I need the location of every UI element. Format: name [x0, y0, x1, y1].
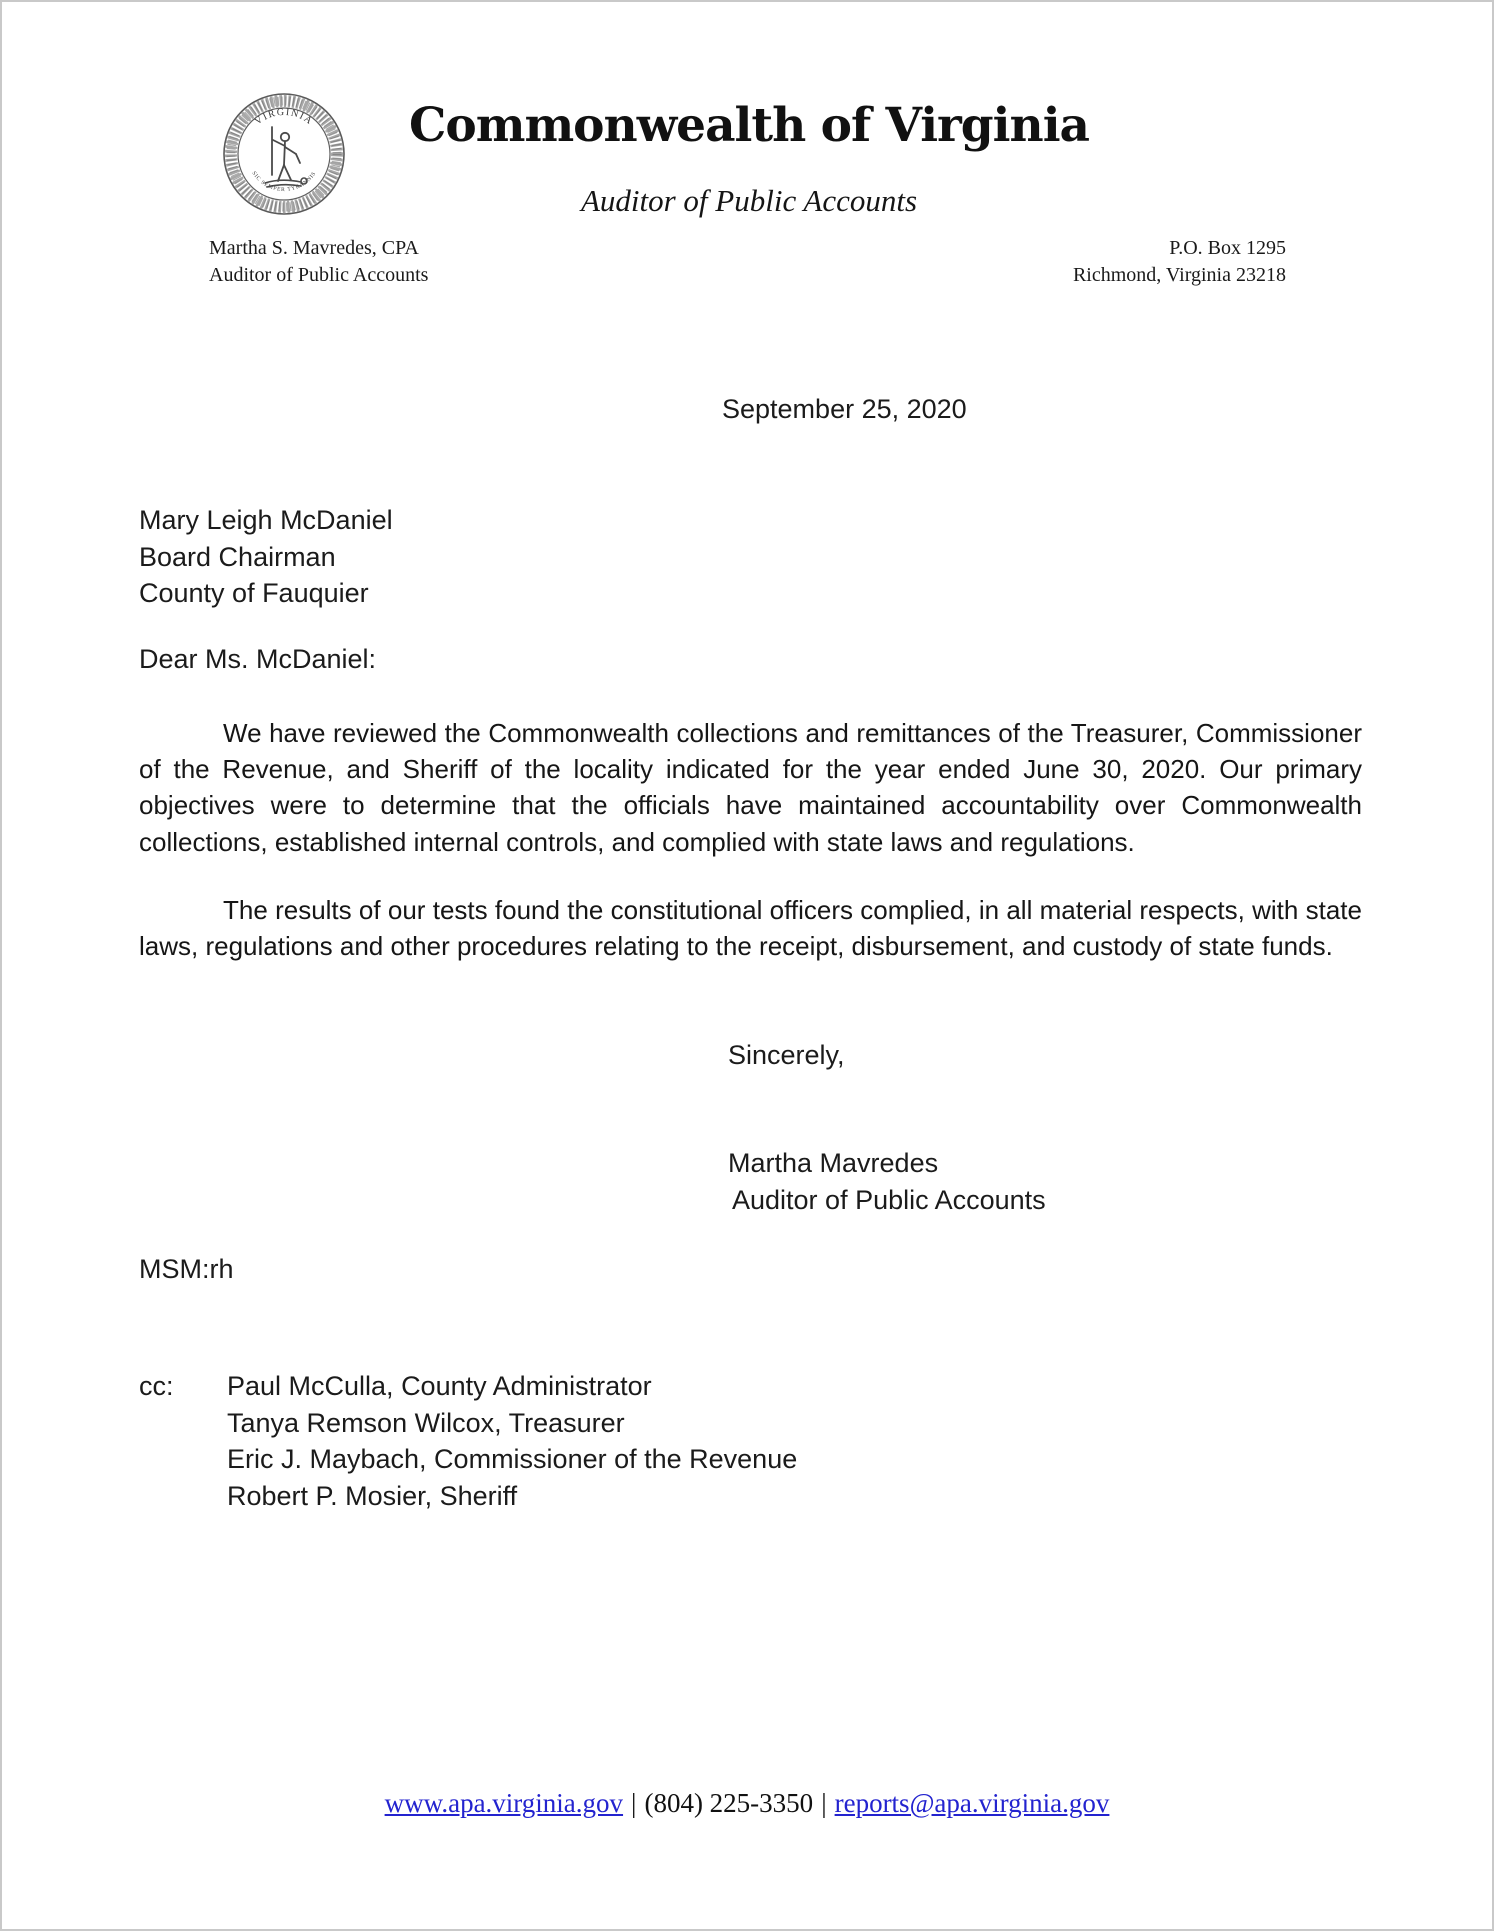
seal-top-text: VIRGINIA	[252, 106, 316, 128]
letter-date: September 25, 2020	[722, 394, 967, 424]
email-link[interactable]: reports@apa.virginia.gov	[834, 1788, 1110, 1818]
official-title: Auditor of Public Accounts	[209, 264, 429, 286]
seal-bottom-text: SIC SEMPER TYRANNIS	[250, 170, 318, 194]
footer-phone: (804) 225-3350	[644, 1788, 814, 1818]
letterhead-subtitle: Auditor of Public Accounts	[580, 183, 918, 218]
recipient-name: Mary Leigh McDaniel	[139, 505, 393, 535]
cc-label: cc:	[139, 1371, 174, 1401]
recipient-locality: County of Fauquier	[139, 578, 369, 608]
cc-name: Paul McCulla, County Administrator	[227, 1371, 652, 1401]
cc-name: Eric J. Maybach, Commissioner of the Revenue	[227, 1444, 798, 1474]
body-paragraph-1: We have reviewed the Commonwealth collections and remittances of the Treasurer, Commissioner of the Revenue, and Sheriff of the locality indicated for the year ended June 30, 2020. Our primary objectives were to determine that the officials have maintained accountability over Commonwealth collections, established internal controls, and complied with state laws and regulations.	[139, 718, 1362, 857]
official-block	[209, 235, 428, 289]
virginia-state-seal-icon	[221, 91, 347, 217]
reference-initials: MSM:rh	[139, 1254, 234, 1284]
footer-separator: |	[631, 1788, 637, 1818]
body-paragraph-2: The results of our tests found the constitutional officers complied, in all material respects, with state laws, regulations and other procedures relating to the receipt, disbursement, and custody of state funds.	[139, 895, 1362, 962]
recipient-title: Board Chairman	[139, 541, 336, 572]
official-name: Martha S. Mavredes, CPA	[209, 237, 419, 259]
cc-name: Robert P. Mosier, Sheriff	[227, 1480, 518, 1511]
address-line-2: Richmond, Virginia 23218	[1072, 264, 1286, 286]
signer-name: Martha Mavredes	[728, 1148, 939, 1178]
page-footer	[2, 1788, 1492, 1819]
salutation: Dear Ms. McDaniel:	[139, 644, 377, 674]
recipient-block	[139, 502, 393, 612]
valediction: Sincerely,	[728, 1040, 845, 1070]
website-link[interactable]: www.apa.virginia.gov	[384, 1788, 624, 1818]
address-block	[1073, 235, 1286, 289]
cc-names	[227, 1368, 797, 1514]
letterhead-title: Commonwealth of Virginia	[408, 98, 1090, 153]
footer-separator: |	[821, 1788, 827, 1818]
address-line-1: P.O. Box 1295	[1169, 237, 1286, 259]
cc-name: Tanya Remson Wilcox, Treasurer	[227, 1407, 625, 1438]
signer-title: Auditor of Public Accounts	[732, 1184, 1046, 1215]
cc-block	[139, 1368, 797, 1514]
signer-block	[728, 1145, 1046, 1218]
